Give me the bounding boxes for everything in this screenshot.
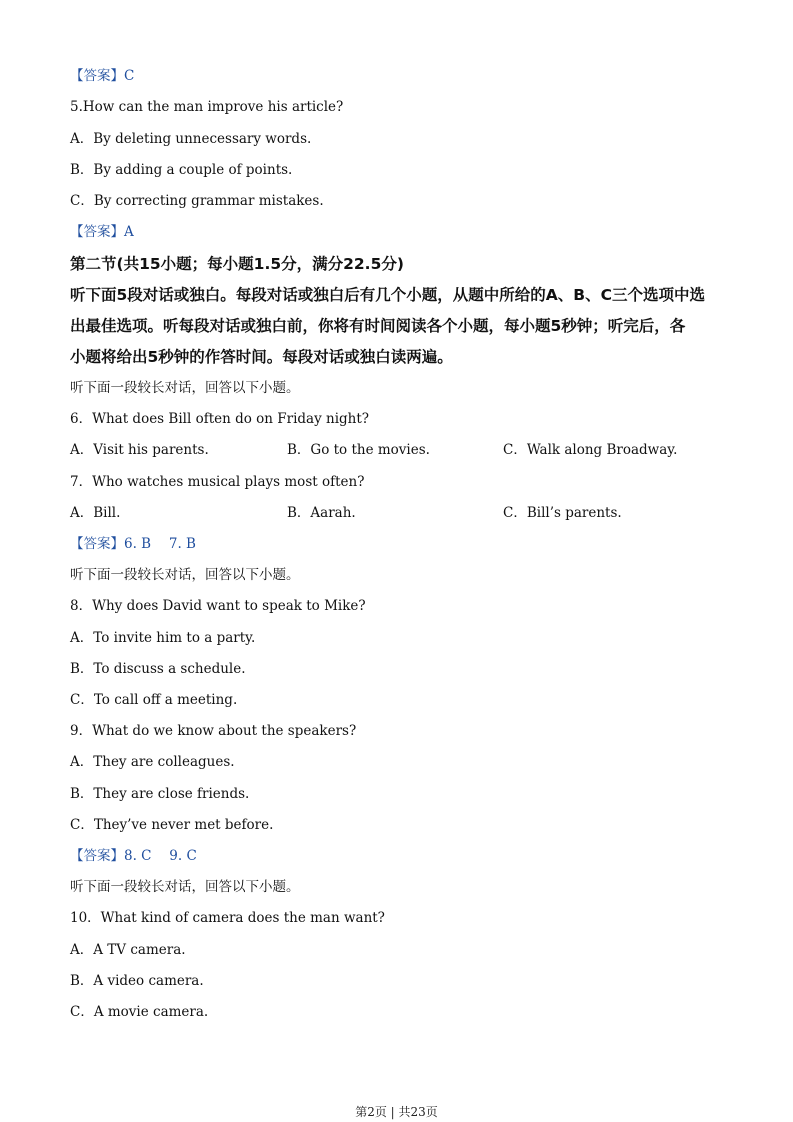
listen-instruction: 听下面一段较长对话，回答以下小题。 xyxy=(70,879,300,895)
question-stem: 9．What do we know about the speakers? xyxy=(70,723,357,739)
answer-line xyxy=(70,223,134,241)
question-stem: 7．Who watches musical plays most often? xyxy=(70,474,365,490)
answer-label: 【答案】 xyxy=(70,848,124,864)
option-c: C．Walk along Broadway. xyxy=(503,442,678,458)
answer-label: 【答案】 xyxy=(70,536,124,552)
page-footer: 第2页 | 共23页 xyxy=(355,1105,438,1119)
question-stem: 6．What does Bill often do on Friday night? xyxy=(70,411,370,427)
answer-value: 8. C 9. C xyxy=(124,848,197,864)
option-c: C．Bill’s parents. xyxy=(503,505,622,521)
option-c: C．By correcting grammar mistakes. xyxy=(70,193,324,209)
answer-line xyxy=(70,535,196,553)
question-stem: 10．What kind of camera does the man want? xyxy=(70,910,385,926)
option-b: B．A video camera. xyxy=(70,973,204,989)
option-c: C．They’ve never met before. xyxy=(70,817,274,833)
question-stem: 5.How can the man improve his article? xyxy=(70,99,344,115)
option-b: B．To discuss a schedule. xyxy=(70,661,246,677)
option-b: B．Aarah. xyxy=(287,505,356,521)
section-title: 第二节(共15小题；每小题1.5分，满分22.5分) xyxy=(70,255,404,273)
section-instructions-line: 出最佳选项。听每段对话或独白前，你将有时间阅读各个小题，每小题5秒钟；听完后，各 xyxy=(70,317,686,335)
answer-line xyxy=(70,847,197,865)
option-a: A．A TV camera. xyxy=(70,942,186,958)
option-b: B．Go to the movies. xyxy=(287,442,430,458)
option-b: B．They are close friends. xyxy=(70,786,250,802)
option-b: B．By adding a couple of points. xyxy=(70,162,293,178)
answer-label: 【答案】 xyxy=(70,68,124,84)
option-c: C．To call off a meeting. xyxy=(70,692,238,708)
option-a: A．They are colleagues. xyxy=(70,754,235,770)
option-c: C．A movie camera. xyxy=(70,1004,209,1020)
answer-label: 【答案】 xyxy=(70,224,124,240)
answer-value: C xyxy=(124,68,135,84)
option-a: A．Bill. xyxy=(70,505,121,521)
section-instructions-line: 小题将给出5秒钟的作答时间。每段对话或独白读两遍。 xyxy=(70,348,453,366)
answer-value: 6. B 7. B xyxy=(124,536,196,552)
listen-instruction: 听下面一段较长对话，回答以下小题。 xyxy=(70,380,300,396)
option-a: A．Visit his parents. xyxy=(70,442,209,458)
question-stem: 8．Why does David want to speak to Mike? xyxy=(70,598,366,614)
answer-value: A xyxy=(124,224,134,240)
option-a: A．By deleting unnecessary words. xyxy=(70,131,312,147)
section-instructions-line: 听下面5段对话或独白。每段对话或独白后有几个小题，从题中所给的A、B、C三个选项中选 xyxy=(70,286,705,304)
answer-line xyxy=(70,67,134,85)
option-a: A．To invite him to a party. xyxy=(70,630,256,646)
listen-instruction: 听下面一段较长对话，回答以下小题。 xyxy=(70,567,300,583)
